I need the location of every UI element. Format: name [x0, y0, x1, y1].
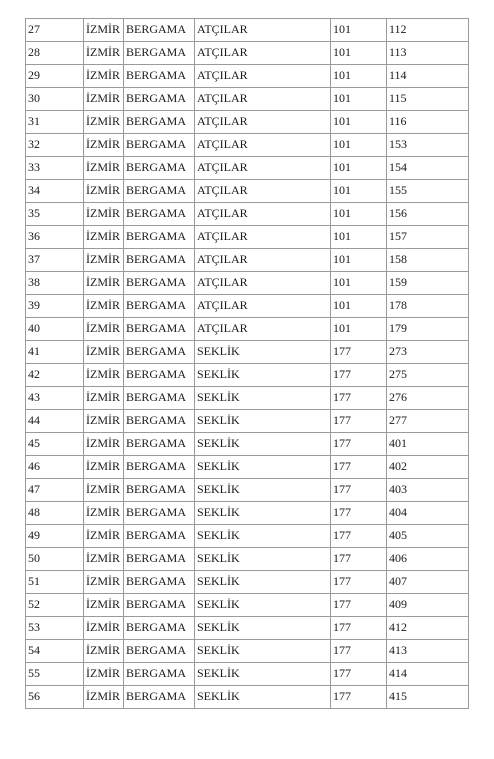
province-cell: İZMİR — [84, 42, 124, 65]
row-number-cell: 47 — [26, 479, 84, 502]
neighborhood-cell: SEKLİK — [195, 571, 331, 594]
province-cell: İZMİR — [84, 364, 124, 387]
block-cell: 101 — [331, 42, 387, 65]
table-row — [26, 548, 469, 571]
parcel-cell: 154 — [387, 157, 469, 180]
parcel-cell: 401 — [387, 433, 469, 456]
province-cell: İZMİR — [84, 387, 124, 410]
block-cell: 101 — [331, 318, 387, 341]
row-number-cell: 28 — [26, 42, 84, 65]
neighborhood-cell: ATÇILAR — [195, 134, 331, 157]
block-cell: 101 — [331, 65, 387, 88]
block-cell: 101 — [331, 88, 387, 111]
neighborhood-cell: ATÇILAR — [195, 88, 331, 111]
row-number-cell: 27 — [26, 19, 84, 42]
parcel-cell: 277 — [387, 410, 469, 433]
parcel-cell: 413 — [387, 640, 469, 663]
neighborhood-cell: SEKLİK — [195, 456, 331, 479]
province-cell: İZMİR — [84, 295, 124, 318]
row-number-cell: 31 — [26, 111, 84, 134]
table-row — [26, 456, 469, 479]
table-row — [26, 479, 469, 502]
neighborhood-cell: SEKLİK — [195, 686, 331, 709]
district-cell: BERGAMA — [124, 548, 195, 571]
block-cell: 177 — [331, 640, 387, 663]
parcel-cell: 412 — [387, 617, 469, 640]
table-row — [26, 594, 469, 617]
row-number-cell: 48 — [26, 502, 84, 525]
district-cell: BERGAMA — [124, 479, 195, 502]
province-cell: İZMİR — [84, 318, 124, 341]
table-row — [26, 686, 469, 709]
block-cell: 177 — [331, 686, 387, 709]
block-cell: 101 — [331, 19, 387, 42]
parcel-cell: 155 — [387, 180, 469, 203]
neighborhood-cell: ATÇILAR — [195, 272, 331, 295]
table-row — [26, 157, 469, 180]
neighborhood-cell: SEKLİK — [195, 433, 331, 456]
district-cell: BERGAMA — [124, 203, 195, 226]
district-cell: BERGAMA — [124, 686, 195, 709]
block-cell: 177 — [331, 364, 387, 387]
parcel-cell: 275 — [387, 364, 469, 387]
table-row — [26, 318, 469, 341]
parcel-table — [25, 18, 469, 709]
row-number-cell: 32 — [26, 134, 84, 157]
row-number-cell: 39 — [26, 295, 84, 318]
parcel-cell: 158 — [387, 249, 469, 272]
province-cell: İZMİR — [84, 571, 124, 594]
row-number-cell: 44 — [26, 410, 84, 433]
block-cell: 101 — [331, 134, 387, 157]
neighborhood-cell: ATÇILAR — [195, 111, 331, 134]
district-cell: BERGAMA — [124, 157, 195, 180]
district-cell: BERGAMA — [124, 594, 195, 617]
neighborhood-cell: SEKLİK — [195, 617, 331, 640]
table-row — [26, 525, 469, 548]
row-number-cell: 35 — [26, 203, 84, 226]
parcel-cell: 115 — [387, 88, 469, 111]
parcel-cell: 113 — [387, 42, 469, 65]
block-cell: 101 — [331, 180, 387, 203]
parcel-cell: 273 — [387, 341, 469, 364]
row-number-cell: 43 — [26, 387, 84, 410]
parcel-cell: 114 — [387, 65, 469, 88]
row-number-cell: 40 — [26, 318, 84, 341]
block-cell: 177 — [331, 594, 387, 617]
table-row — [26, 65, 469, 88]
neighborhood-cell: SEKLİK — [195, 640, 331, 663]
parcel-cell: 159 — [387, 272, 469, 295]
province-cell: İZMİR — [84, 640, 124, 663]
province-cell: İZMİR — [84, 410, 124, 433]
province-cell: İZMİR — [84, 157, 124, 180]
province-cell: İZMİR — [84, 617, 124, 640]
neighborhood-cell: SEKLİK — [195, 387, 331, 410]
neighborhood-cell: ATÇILAR — [195, 318, 331, 341]
table-row — [26, 134, 469, 157]
province-cell: İZMİR — [84, 548, 124, 571]
parcel-cell: 414 — [387, 663, 469, 686]
district-cell: BERGAMA — [124, 341, 195, 364]
district-cell: BERGAMA — [124, 272, 195, 295]
parcel-cell: 402 — [387, 456, 469, 479]
parcel-cell: 276 — [387, 387, 469, 410]
province-cell: İZMİR — [84, 594, 124, 617]
province-cell: İZMİR — [84, 180, 124, 203]
table-row — [26, 571, 469, 594]
neighborhood-cell: SEKLİK — [195, 479, 331, 502]
parcel-cell: 404 — [387, 502, 469, 525]
row-number-cell: 37 — [26, 249, 84, 272]
parcel-table-body — [26, 19, 469, 709]
row-number-cell: 56 — [26, 686, 84, 709]
parcel-cell: 157 — [387, 226, 469, 249]
table-row — [26, 203, 469, 226]
parcel-cell: 153 — [387, 134, 469, 157]
parcel-cell: 116 — [387, 111, 469, 134]
row-number-cell: 52 — [26, 594, 84, 617]
district-cell: BERGAMA — [124, 295, 195, 318]
row-number-cell: 53 — [26, 617, 84, 640]
district-cell: BERGAMA — [124, 111, 195, 134]
table-row — [26, 410, 469, 433]
province-cell: İZMİR — [84, 686, 124, 709]
neighborhood-cell: SEKLİK — [195, 364, 331, 387]
table-row — [26, 42, 469, 65]
province-cell: İZMİR — [84, 19, 124, 42]
neighborhood-cell: ATÇILAR — [195, 203, 331, 226]
table-row — [26, 180, 469, 203]
neighborhood-cell: SEKLİK — [195, 548, 331, 571]
table-row — [26, 617, 469, 640]
row-number-cell: 45 — [26, 433, 84, 456]
table-row — [26, 19, 469, 42]
district-cell: BERGAMA — [124, 134, 195, 157]
province-cell: İZMİR — [84, 88, 124, 111]
neighborhood-cell: ATÇILAR — [195, 180, 331, 203]
district-cell: BERGAMA — [124, 571, 195, 594]
province-cell: İZMİR — [84, 663, 124, 686]
block-cell: 101 — [331, 111, 387, 134]
block-cell: 177 — [331, 617, 387, 640]
parcel-cell: 405 — [387, 525, 469, 548]
district-cell: BERGAMA — [124, 364, 195, 387]
table-row — [26, 226, 469, 249]
neighborhood-cell: ATÇILAR — [195, 65, 331, 88]
district-cell: BERGAMA — [124, 318, 195, 341]
row-number-cell: 46 — [26, 456, 84, 479]
table-row — [26, 433, 469, 456]
block-cell: 177 — [331, 387, 387, 410]
row-number-cell: 38 — [26, 272, 84, 295]
neighborhood-cell: SEKLİK — [195, 525, 331, 548]
block-cell: 101 — [331, 295, 387, 318]
table-row — [26, 341, 469, 364]
province-cell: İZMİR — [84, 203, 124, 226]
province-cell: İZMİR — [84, 111, 124, 134]
block-cell: 101 — [331, 249, 387, 272]
table-row — [26, 249, 469, 272]
row-number-cell: 55 — [26, 663, 84, 686]
neighborhood-cell: SEKLİK — [195, 594, 331, 617]
province-cell: İZMİR — [84, 226, 124, 249]
table-row — [26, 272, 469, 295]
neighborhood-cell: ATÇILAR — [195, 42, 331, 65]
table-row — [26, 502, 469, 525]
row-number-cell: 49 — [26, 525, 84, 548]
province-cell: İZMİR — [84, 502, 124, 525]
block-cell: 177 — [331, 479, 387, 502]
province-cell: İZMİR — [84, 65, 124, 88]
block-cell: 177 — [331, 433, 387, 456]
row-number-cell: 51 — [26, 571, 84, 594]
table-row — [26, 111, 469, 134]
parcel-cell: 178 — [387, 295, 469, 318]
row-number-cell: 50 — [26, 548, 84, 571]
block-cell: 101 — [331, 272, 387, 295]
district-cell: BERGAMA — [124, 180, 195, 203]
neighborhood-cell: ATÇILAR — [195, 249, 331, 272]
block-cell: 177 — [331, 410, 387, 433]
neighborhood-cell: SEKLİK — [195, 341, 331, 364]
table-row — [26, 295, 469, 318]
neighborhood-cell: SEKLİK — [195, 502, 331, 525]
parcel-cell: 179 — [387, 318, 469, 341]
district-cell: BERGAMA — [124, 226, 195, 249]
parcel-cell: 403 — [387, 479, 469, 502]
parcel-cell: 156 — [387, 203, 469, 226]
district-cell: BERGAMA — [124, 456, 195, 479]
table-row — [26, 364, 469, 387]
parcel-cell: 406 — [387, 548, 469, 571]
district-cell: BERGAMA — [124, 502, 195, 525]
district-cell: BERGAMA — [124, 617, 195, 640]
neighborhood-cell: ATÇILAR — [195, 226, 331, 249]
block-cell: 101 — [331, 203, 387, 226]
block-cell: 101 — [331, 226, 387, 249]
district-cell: BERGAMA — [124, 42, 195, 65]
row-number-cell: 33 — [26, 157, 84, 180]
district-cell: BERGAMA — [124, 433, 195, 456]
district-cell: BERGAMA — [124, 410, 195, 433]
district-cell: BERGAMA — [124, 19, 195, 42]
neighborhood-cell: SEKLİK — [195, 663, 331, 686]
row-number-cell: 41 — [26, 341, 84, 364]
table-row — [26, 387, 469, 410]
row-number-cell: 36 — [26, 226, 84, 249]
neighborhood-cell: ATÇILAR — [195, 19, 331, 42]
district-cell: BERGAMA — [124, 65, 195, 88]
province-cell: İZMİR — [84, 479, 124, 502]
neighborhood-cell: ATÇILAR — [195, 295, 331, 318]
province-cell: İZMİR — [84, 433, 124, 456]
neighborhood-cell: ATÇILAR — [195, 157, 331, 180]
district-cell: BERGAMA — [124, 249, 195, 272]
parcel-cell: 409 — [387, 594, 469, 617]
district-cell: BERGAMA — [124, 525, 195, 548]
parcel-cell: 415 — [387, 686, 469, 709]
block-cell: 177 — [331, 502, 387, 525]
parcel-cell: 407 — [387, 571, 469, 594]
district-cell: BERGAMA — [124, 387, 195, 410]
province-cell: İZMİR — [84, 341, 124, 364]
block-cell: 177 — [331, 525, 387, 548]
block-cell: 177 — [331, 663, 387, 686]
block-cell: 177 — [331, 341, 387, 364]
parcel-table-container — [25, 18, 468, 709]
block-cell: 177 — [331, 548, 387, 571]
district-cell: BERGAMA — [124, 88, 195, 111]
table-row — [26, 663, 469, 686]
row-number-cell: 54 — [26, 640, 84, 663]
province-cell: İZMİR — [84, 456, 124, 479]
neighborhood-cell: SEKLİK — [195, 410, 331, 433]
province-cell: İZMİR — [84, 249, 124, 272]
table-row — [26, 640, 469, 663]
block-cell: 101 — [331, 157, 387, 180]
table-row — [26, 88, 469, 111]
row-number-cell: 29 — [26, 65, 84, 88]
row-number-cell: 42 — [26, 364, 84, 387]
row-number-cell: 34 — [26, 180, 84, 203]
province-cell: İZMİR — [84, 525, 124, 548]
row-number-cell: 30 — [26, 88, 84, 111]
parcel-cell: 112 — [387, 19, 469, 42]
province-cell: İZMİR — [84, 134, 124, 157]
block-cell: 177 — [331, 571, 387, 594]
province-cell: İZMİR — [84, 272, 124, 295]
district-cell: BERGAMA — [124, 640, 195, 663]
block-cell: 177 — [331, 456, 387, 479]
district-cell: BERGAMA — [124, 663, 195, 686]
